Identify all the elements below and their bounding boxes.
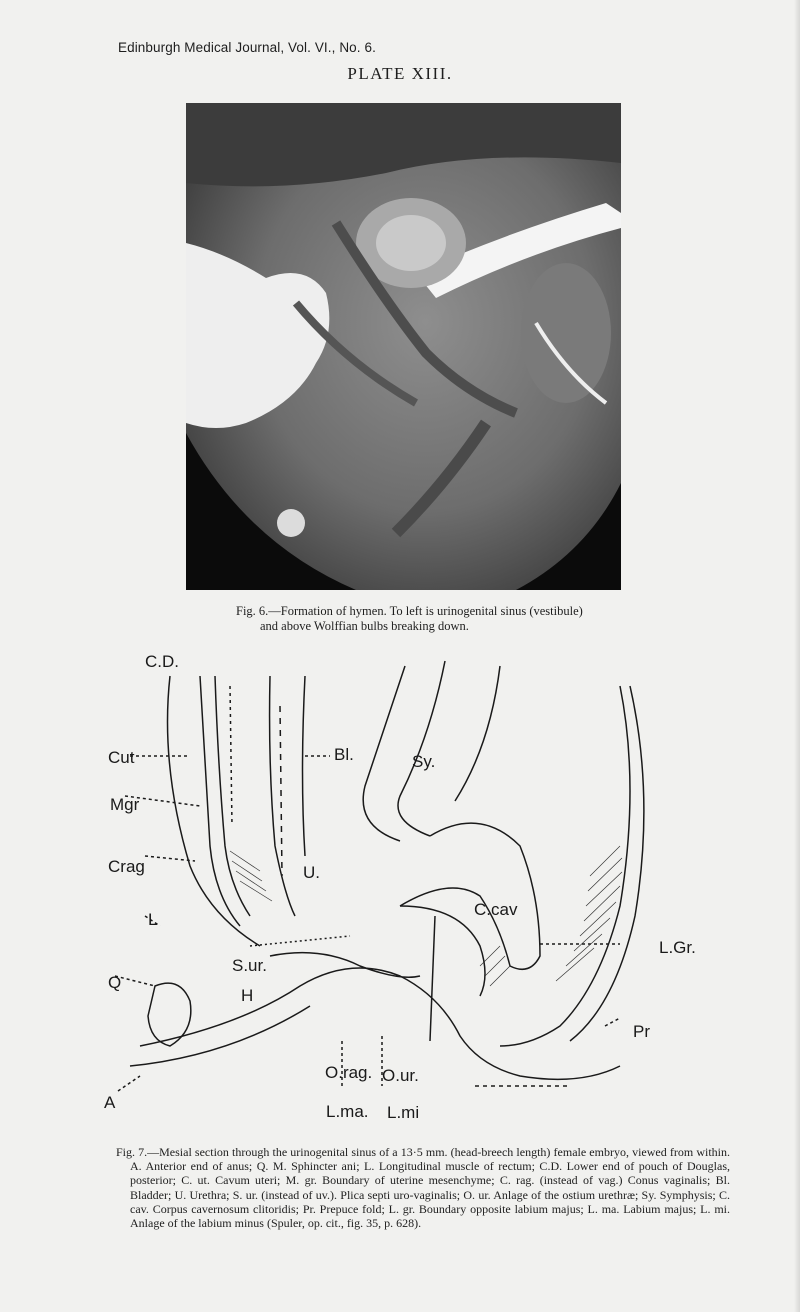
page-edge bbox=[794, 0, 800, 1312]
label-lgr: L.Gr. bbox=[659, 938, 696, 957]
symphysis-outline bbox=[363, 666, 405, 841]
label-ccav: C.cav bbox=[474, 900, 518, 919]
label-our: O.ur. bbox=[382, 1066, 419, 1085]
micrograph-figure-6 bbox=[186, 103, 621, 590]
corpus-cavernosum-outline bbox=[400, 823, 540, 969]
figure-6-caption-line-1: Fig. 6.—Formation of hymen. To left is urinogenital sinus (vestibule) bbox=[236, 604, 583, 618]
label-orag: O.rag. bbox=[325, 1063, 373, 1082]
label-h: H bbox=[241, 986, 254, 1005]
label-mgr: Mgr bbox=[110, 795, 140, 814]
label-l: L bbox=[148, 910, 158, 929]
plate-title: PLATE XIII. bbox=[347, 64, 453, 83]
figure-6-caption bbox=[236, 604, 656, 634]
label-u: U. bbox=[303, 863, 320, 882]
label-bl: Bl. bbox=[334, 745, 354, 764]
micrograph-image bbox=[186, 103, 621, 590]
label-cd: C.D. bbox=[145, 652, 179, 671]
figure-6-caption-line-2: and above Wolffian bulbs breaking down. bbox=[260, 619, 469, 633]
label-crag: Crag bbox=[108, 857, 145, 876]
label-a: A bbox=[104, 1093, 116, 1112]
figure-7-caption: Fig. 7.—Mesial section through the urinogenital sinus of a 13·5 mm. (head-breech length) female embryo, viewed from within. A. Anterior end of anus; Q. M. Sphincter ani; L. Longitudinal muscle of rectum; C.D. Lower end of pouch of Douglas, posterior; C. ut. Cavum uteri; M. gr. Boundary of uterine mesenchyme; C. rag. (instead of vag.) Conus vaginalis; Bl. Bladder; U. Urethra; S. ur. (instead of uv.). Plica septi uro-vaginalis; O. ur. Anlage of the ostium urethræ; Sy. Symphysis; C. cav. Corpus cavernosum clitoridis; Pr. Prepuce fold; L. gr. Boundary opposite labium majus; L. ma. Labium majus; L. mi. Anlage of the labium minus (Spuler, op. cit., fig. 35, p. 628). bbox=[116, 1145, 730, 1231]
label-q: Q bbox=[108, 973, 122, 992]
douglas-outline bbox=[168, 676, 261, 946]
label-sur: S.ur. bbox=[232, 956, 267, 975]
rectum-inner bbox=[215, 676, 250, 916]
anus-outline bbox=[148, 983, 191, 1046]
rectum-outline bbox=[200, 676, 240, 926]
diagram-figure-7 bbox=[100, 646, 660, 1146]
label-lma: L.ma. bbox=[326, 1102, 369, 1121]
label-pr: Pr bbox=[633, 1022, 650, 1041]
labium-majus-outline bbox=[500, 686, 630, 1046]
bladder-outline bbox=[270, 676, 295, 916]
vestibule-floor bbox=[140, 968, 620, 1079]
label-sy: Sy. bbox=[412, 752, 436, 771]
label-cut: Cut bbox=[108, 748, 135, 767]
journal-header: Edinburgh Medical Journal, Vol. VI., No. 6. bbox=[118, 40, 376, 55]
label-lmi: L.mi bbox=[387, 1103, 420, 1122]
